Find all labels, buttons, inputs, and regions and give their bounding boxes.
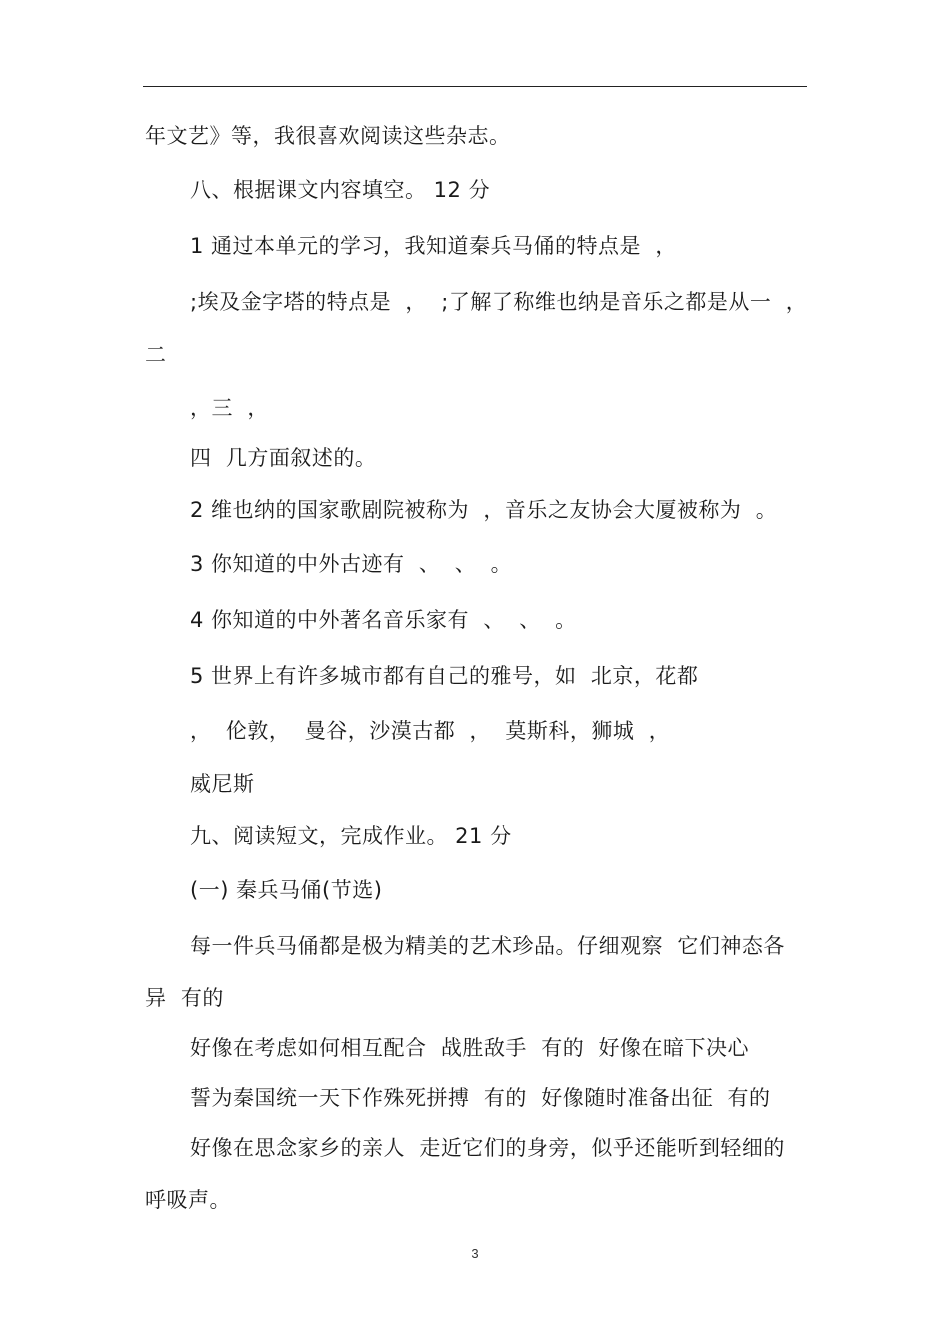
passage-line-4: 誓为秦国统一天下作殊死拼搏 有的 好像随时准备出征 有的 [190,1086,771,1110]
question-1-line-5: 四 几方面叙述的。 [190,446,377,470]
question-5-line-1: 5 世界上有许多城市都有自己的雅号，如 北京，花都 [190,664,699,688]
passage-line-1: 每一件兵马俑都是极为精美的艺术珍品。仔细观察 它们神态各 [190,934,785,958]
page-number: 3 [471,1246,479,1261]
question-3: 3 你知道的中外古迹有 、 、 。 [190,552,513,576]
question-1-line-1: 1 通过本单元的学习，我知道秦兵马俑的特点是 ， [190,234,677,258]
question-1-line-2: ;埃及金字塔的特点是 ， ;了解了称维也纳是音乐之都是从一 ， [190,290,808,314]
text-line-1: 年文艺》等，我很喜欢阅读这些杂志。 [145,124,511,148]
section-nine-heading: 九、阅读短文，完成作业。 21 分 [190,824,512,848]
question-5-line-3: 威尼斯 [190,772,255,796]
passage-title: (一) 秦兵马俑(节选) [190,878,383,902]
question-4: 4 你知道的中外著名音乐家有 、 、 。 [190,608,577,632]
question-2: 2 维也纳的国家歌剧院被称为 ，音乐之友协会大厦被称为 。 [190,498,778,522]
question-1-line-3: 二 [145,343,167,367]
passage-line-2: 异 有的 [145,986,224,1010]
passage-line-3: 好像在考虑如何相互配合 战胜敌手 有的 好像在暗下决心 [190,1036,750,1060]
question-1-line-4: ，三 ， [190,396,269,420]
header-rule [143,86,807,87]
passage-line-5: 好像在思念家乡的亲人 走近它们的身旁，似乎还能听到轻细的 [190,1136,785,1160]
section-eight-heading: 八、根据课文内容填空。 12 分 [190,178,491,202]
passage-line-6: 呼吸声。 [145,1188,231,1212]
question-5-line-2: ， 伦敦， 曼谷，沙漠古都 ， 莫斯科，狮城 ， [190,719,671,743]
